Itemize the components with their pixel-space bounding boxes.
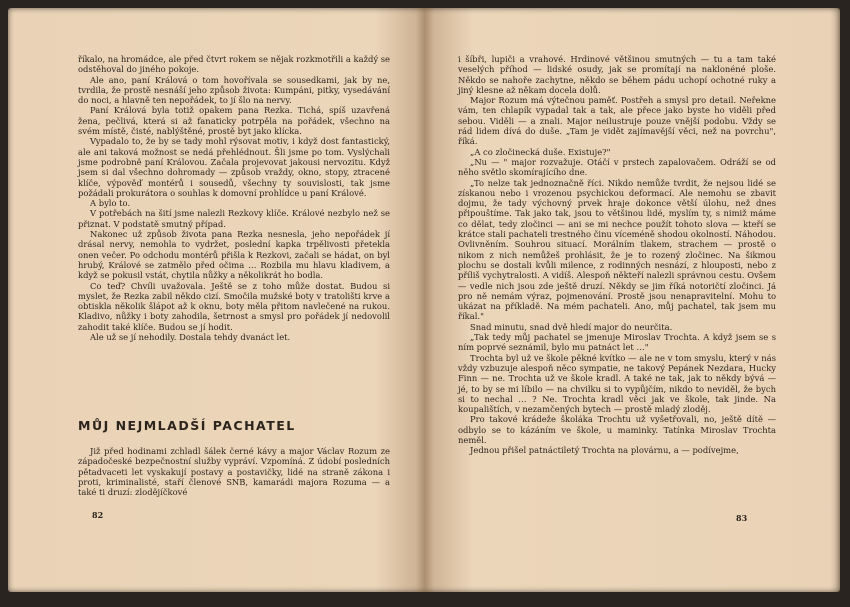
- book-spread: [8, 8, 840, 592]
- right-page-text: [458, 54, 776, 456]
- paragraph: A bylo to.: [90, 198, 131, 209]
- paragraph: Ale ano, paní Králová o tom hovořívala se sousedkami, jak by ne, tvrdila, že prostě nesnáší jeho způsob života: Kumpáni, pitky, vysedávání do noci, a hlavně ten nepořádek, to jí šlo na nervy.: [78, 74, 390, 106]
- paragraph: i šíbři, lupiči a vrahové. Hrdinové většinou smutných — tu a tam také veselých příhod — lidské osudy, jak se promítají na naklonéné ploše. Někdo se nahoře zachytne, někdo se během pádu uchopí ochotné ruky a jiný klesne až někam docela dolů.: [458, 54, 776, 95]
- right-page: [424, 8, 840, 592]
- page-number-left: 82: [92, 510, 104, 520]
- page-number-right: 83: [736, 513, 748, 523]
- paragraph: „To nelze tak jednoznačně říci. Nikdo nemůže tvrdit, že nejsou lidé se získanou nebo i vrozenou psychickou deformací. Ale nemohu se zbavit dojmu, že tady výchovný prvek hraje dokonce větší úlohu, než dnes připouštíme. Tak jako tak, jsou to většinou lidé, myslím ty, s nimiž máme co dělat, tedy zločinci — ani se mi nechce použít tohoto slova — kteří se krátce stali pachateli trestného činu víceméně shodou okolností. Náhodou. Ovlivněním. Souhrou situací. Morálním tlakem, strachem — prostě o nikom z nich nemůžeš prohlásit, že je to rozený zločinec. Na šikmou plochu se dostali kvůli milence, z rodinných nesnází, z hlouposti, nebo z příliš vychytralosti. A vidíš. Alespoň někteří nalezli správnou cestu. Ovšem — vedle nich jsou zde ještě druzí. Někdy se jim říká notoričtí zločinci. Já pro ně nemám výraz, pojmenování. Prostě jsou nenapravitelní. Mohu to ukázat na příkladě. Na mém pachateli. Ano, můj pachatel, tak jsem mu říkal.": [458, 177, 776, 322]
- left-page-text-top: [78, 54, 390, 342]
- paragraph: Pro takové krádeže školáka Trochtu už vyšetřovali, no, ještě dítě — odbylo se to kázáním ve škole, u maminky. Tatínka Miroslav Trochta neměl.: [458, 414, 776, 445]
- paragraph: Ale už se jí nehodily. Dostala tehdy dvanáct let.: [90, 332, 291, 343]
- paragraph: Již před hodinami zchladl šálek černé kávy a major Václav Rozum ze západočeské bezpečnostní služby vypráví. Vzpomíná. Z údobí posledních pětadvaceti let vyskakují postavy a postavičky, lidé na straně zákona i proti, kriminalisté, staří členové SNB, kamarádi majora Rozuma — a také ti druzí: zlodějíčkové: [78, 446, 390, 498]
- chapter-title: MŮJ NEJMLADŠÍ PACHATEL: [78, 418, 296, 433]
- paragraph: říkalo, na hromádce, ale před čtvrt rokem se nějak rozkmotřili a každý se odstěhoval do jiného pokoje.: [78, 54, 391, 75]
- paragraph: Snad minutu, snad dvě hledí major do neurčita.: [470, 321, 673, 332]
- paragraph: Jednou přišel patnáctiletý Trochta na plovárnu, a — podívejme,: [470, 445, 739, 456]
- paragraph: „Nu — " major rozvažuje. Otáčí v prstech zapalovačem. Odráží se od něho světlo skomírajícího dne.: [458, 156, 776, 178]
- paragraph: Paní Králová byla totiž opakem pana Rezka. Tichá, spíš uzavřená žena, pečlivá, která si až fanaticky potrpěla na pořádek, všechno na svém místě, čisté, nablýštěné, prostě byt jako klícka.: [78, 105, 390, 137]
- paragraph: „A co zločinecká duše. Existuje?": [470, 146, 611, 157]
- left-page: [8, 8, 424, 592]
- paragraph: V potřebách na šití jsme nalezli Rezkovy klíče. Králové nezbylo než se přiznat. V podstatě smutný případ.: [78, 208, 390, 229]
- paragraph: Major Rozum má výtečnou paměť. Postřeh a smysl pro detail. Neřekne vám, ten chlapík vypadal tak a tak, ale přece jako byste ho viděli před sebou. Viděli — a znali. Major neilustruje pouze vnější podobu. Vždy se rád lidem dívá do duše. „Tam je vidět zajímavější věci, než na povrchu", říká.: [458, 95, 776, 147]
- page-edge-shadow: [830, 8, 840, 592]
- left-page-text-bottom: [78, 446, 390, 497]
- paragraph: Vypadalo to, že by se tady mohl rýsovat motiv, i když dost fantastický, ale ani taková možnost se nedá přehlédnout. Šli jsme po tom. Vyslýchali jsme podrobně paní Královou. Začala projevovat jakousi nervozitu. Když jsem si dal všechno dohromady — způsob vraždy, okno, stopy, ztracené klíče, výpověď montérů i sousedů, všechny ty souvislosti, tak jsme požádali prokurátora o souhlas k domovní prohlídce u paní Králové.: [78, 136, 390, 198]
- paragraph: Trochta byl už ve škole pěkné kvítko — ale ne v tom smyslu, který v nás vždy vzbuzuje alespoň něco sympatie, ne takový Pepánek Nezdara, Hucky Finn — ne. Trochta už ve škole kradl. A také ne tak, jak to někdy bývá — jé, to by se mi líbilo — na chvilku si to vypůjčím, nikdo to neviděl, že bych si to nechal … ? Ne. Trochta kradl věci jak ve škole, tak jinde. Na koupalištích, v nezamčených bytech — prostě mladý zloděj.: [458, 352, 776, 415]
- paragraph: Nakonec už způsob života pana Rezka nesnesla, jeho nepořádek jí drásal nervy, nemohla to vydržet, poslední kapka trpělivosti přetekla onen večer. Po odchodu montérů přišla k Rezkovi, začali se hádat, on byl hrubý, Králové se zatmělo před očima … Rozbila mu hlavu kladivem, a když se pokusil vstát, chytila nůžky a několikrát ho bodla.: [78, 229, 390, 281]
- paragraph: „Tak tedy můj pachatel se jmenuje Miroslav Trochta. A když jsem se s ním poprvé seznámil, bylo mu patnáct let …": [458, 332, 776, 353]
- paragraph: Co teď? Chvíli uvažovala. Ještě se z toho může dostat. Budou si myslet, že Rezka zabil někdo cizí. Smočila mužské boty v tratolišti krve a obtiskla několik šlápot až k oknu, boty měla přitom navlečené na rukou. Kladivo, nůžky i boty zahodila, šetrnost a smysl pro pořádek jí nedovolil zahodit také klíče. Budou se jí hodit.: [78, 280, 390, 332]
